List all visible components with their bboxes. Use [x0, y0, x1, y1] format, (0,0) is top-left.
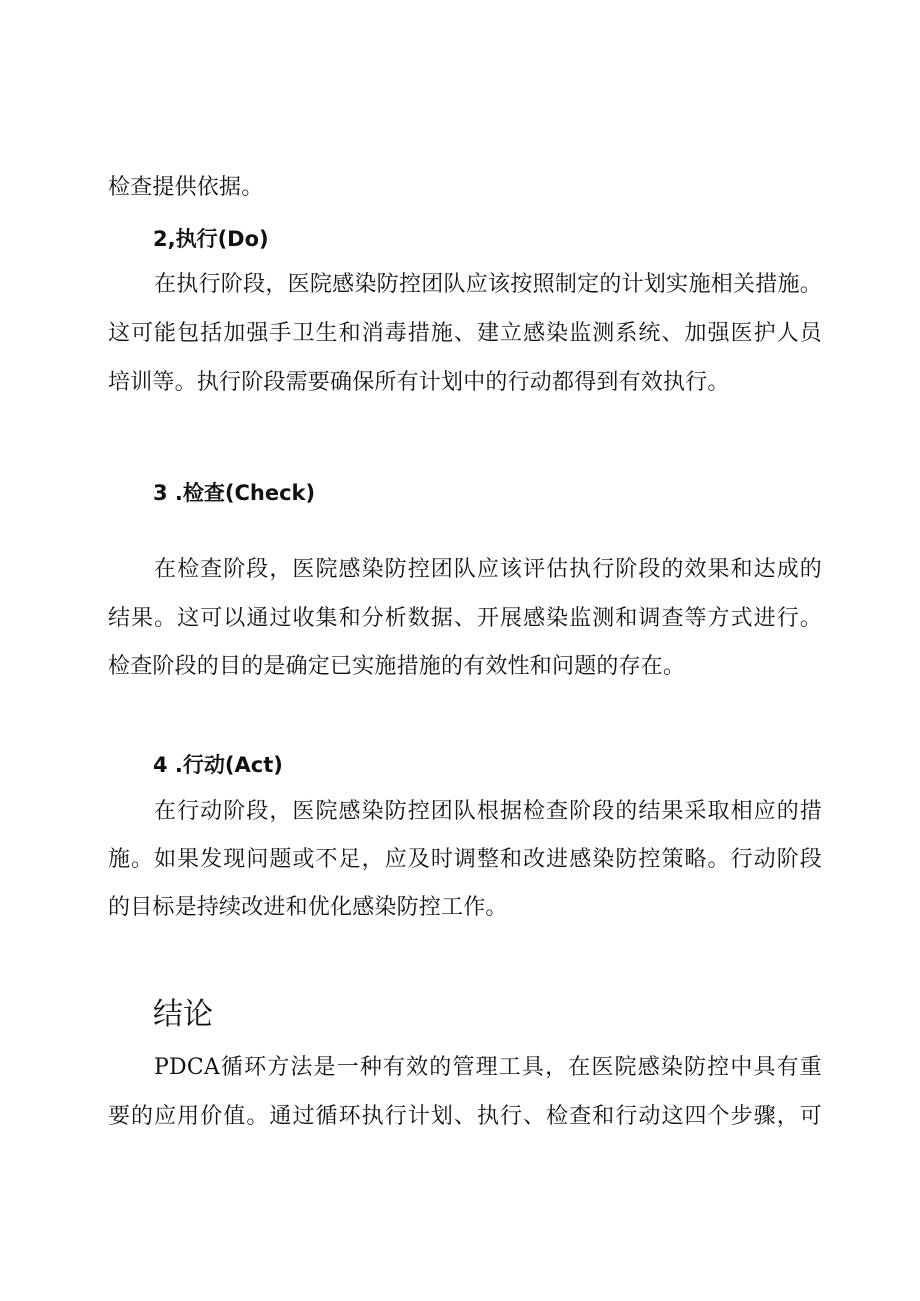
- section-heading-check: 3 .检查(Check): [153, 481, 316, 505]
- conclusion-title: 结论: [153, 997, 213, 1032]
- paragraph-line: 的目标是持续改进和优化感染防控工作。: [108, 895, 508, 920]
- paragraph-line: 在执行阶段，医院感染防控团队应该按照制定的计划实施相关措施。: [154, 272, 822, 297]
- paragraph-line: 在行动阶段，医院感染防控团队根据检查阶段的结果采取相应的措: [154, 799, 822, 824]
- paragraph-line: 检查阶段的目的是确定已实施措施的有效性和问题的存在。: [108, 654, 686, 679]
- section-heading-do: 2,执行(Do): [153, 227, 269, 251]
- paragraph-line: PDCA循环方法是一种有效的管理工具，在医院感染防控中具有重: [154, 1055, 822, 1080]
- paragraph-line: 结果。这可以通过收集和分析数据、开展感染监测和调查等方式进行。: [108, 606, 822, 631]
- section-heading-act: 4 .行动(Act): [153, 753, 283, 777]
- paragraph-line: 这可能包括加强手卫生和消毒措施、建立感染监测系统、加强医护人员: [108, 321, 822, 346]
- paragraph-line: 施。如果发现问题或不足，应及时调整和改进感染防控策略。行动阶段: [108, 847, 822, 872]
- paragraph-line: 培训等。执行阶段需要确保所有计划中的行动都得到有效执行。: [108, 370, 730, 395]
- paragraph-line: 要的应用价值。通过循环执行计划、执行、检查和行动这四个步骤，可: [108, 1104, 822, 1129]
- paragraph-line: 在检查阶段，医院感染防控团队应该评估执行阶段的效果和达成的: [154, 557, 822, 582]
- paragraph-line: 检查提供依据。: [108, 175, 264, 200]
